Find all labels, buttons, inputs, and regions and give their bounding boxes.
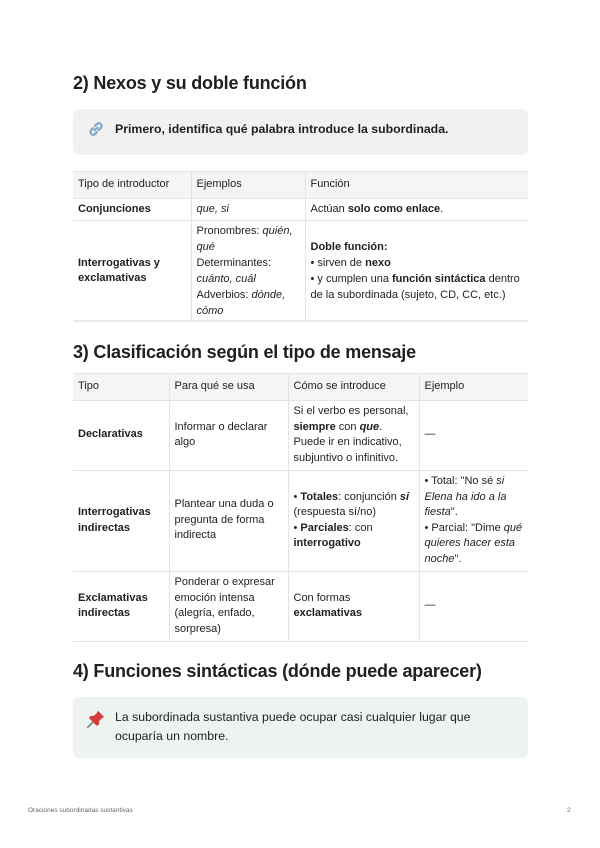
nexos-table bbox=[73, 171, 528, 322]
table-cell: • Total: "No sé si Elena ha ido a la fiesta". • Parcial: "Dime qué quieres hacer esta noche". bbox=[419, 470, 528, 571]
table-cell: — bbox=[419, 400, 528, 470]
table-cell: Informar o declarar algo bbox=[169, 400, 288, 470]
row-label: Interrogativas y exclamativas bbox=[73, 221, 191, 322]
pushpin-icon bbox=[85, 708, 115, 735]
column-header: Ejemplo bbox=[419, 374, 528, 401]
column-header: Para qué se usa bbox=[169, 374, 288, 401]
table-cell: Doble función: • sirven de nexo • y cumplen una función sintáctica dentro de la subordinada (sujeto, CD, CC, etc.) bbox=[305, 221, 528, 322]
table-cell: Pronombres: quién, qué Determinantes: cuánto, cuál Adverbios: dónde, cómo bbox=[191, 221, 305, 322]
callout-functions bbox=[73, 697, 528, 758]
row-label: Interrogativas indirectas bbox=[73, 470, 169, 571]
table-row bbox=[73, 470, 528, 571]
table-cell: Con formas exclamativas bbox=[288, 571, 419, 641]
table-header-row bbox=[73, 374, 528, 401]
footer-doc-title: Oraciones subordinadas sustantivas bbox=[28, 807, 133, 814]
row-label: Conjunciones bbox=[73, 198, 191, 221]
callout-functions-text: La subordinada sustantiva puede ocupar casi cualquier lugar que ocuparía un nombre. bbox=[115, 710, 471, 743]
section-3-title: 3) Clasificación según el tipo de mensaje bbox=[73, 342, 416, 362]
divider bbox=[73, 320, 528, 322]
column-header: Tipo bbox=[73, 374, 169, 401]
column-header: Tipo de introductor bbox=[73, 172, 191, 199]
table-cell: que, si bbox=[191, 198, 305, 221]
footer-page-number: 2 bbox=[567, 807, 571, 814]
table-row bbox=[73, 221, 528, 322]
row-label: Declarativas bbox=[73, 400, 169, 470]
table-cell: Actúan solo como enlace. bbox=[305, 198, 528, 221]
link-icon bbox=[85, 120, 115, 145]
column-header: Función bbox=[305, 172, 528, 199]
table-cell: • Totales: conjunción si (respuesta sí/no) • Parciales: con interrogativo bbox=[288, 470, 419, 571]
table-header-row bbox=[73, 172, 528, 199]
table-cell: — bbox=[419, 571, 528, 641]
section-4-title: 4) Funciones sintácticas (dónde puede aparecer) bbox=[73, 661, 482, 681]
table-cell: Plantear una duda o pregunta de forma indirecta bbox=[169, 470, 288, 571]
table-cell: Ponderar o expresar emoción intensa (alegría, enfado, sorpresa) bbox=[169, 571, 288, 641]
table-row bbox=[73, 571, 528, 641]
row-label: Exclamativas indirectas bbox=[73, 571, 169, 641]
clasificacion-table bbox=[73, 373, 528, 642]
column-header: Ejemplos bbox=[191, 172, 305, 199]
callout-identify-text: Primero, identifica qué palabra introduce la subordinada. bbox=[115, 122, 449, 136]
callout-identify bbox=[73, 109, 528, 155]
section-2-title: 2) Nexos y su doble función bbox=[73, 73, 307, 93]
table-row bbox=[73, 400, 528, 470]
table-cell: Si el verbo es personal, siempre con que. Puede ir en indicativo, subjuntivo o infinitivo. bbox=[288, 400, 419, 470]
table-row bbox=[73, 198, 528, 221]
column-header: Cómo se introduce bbox=[288, 374, 419, 401]
